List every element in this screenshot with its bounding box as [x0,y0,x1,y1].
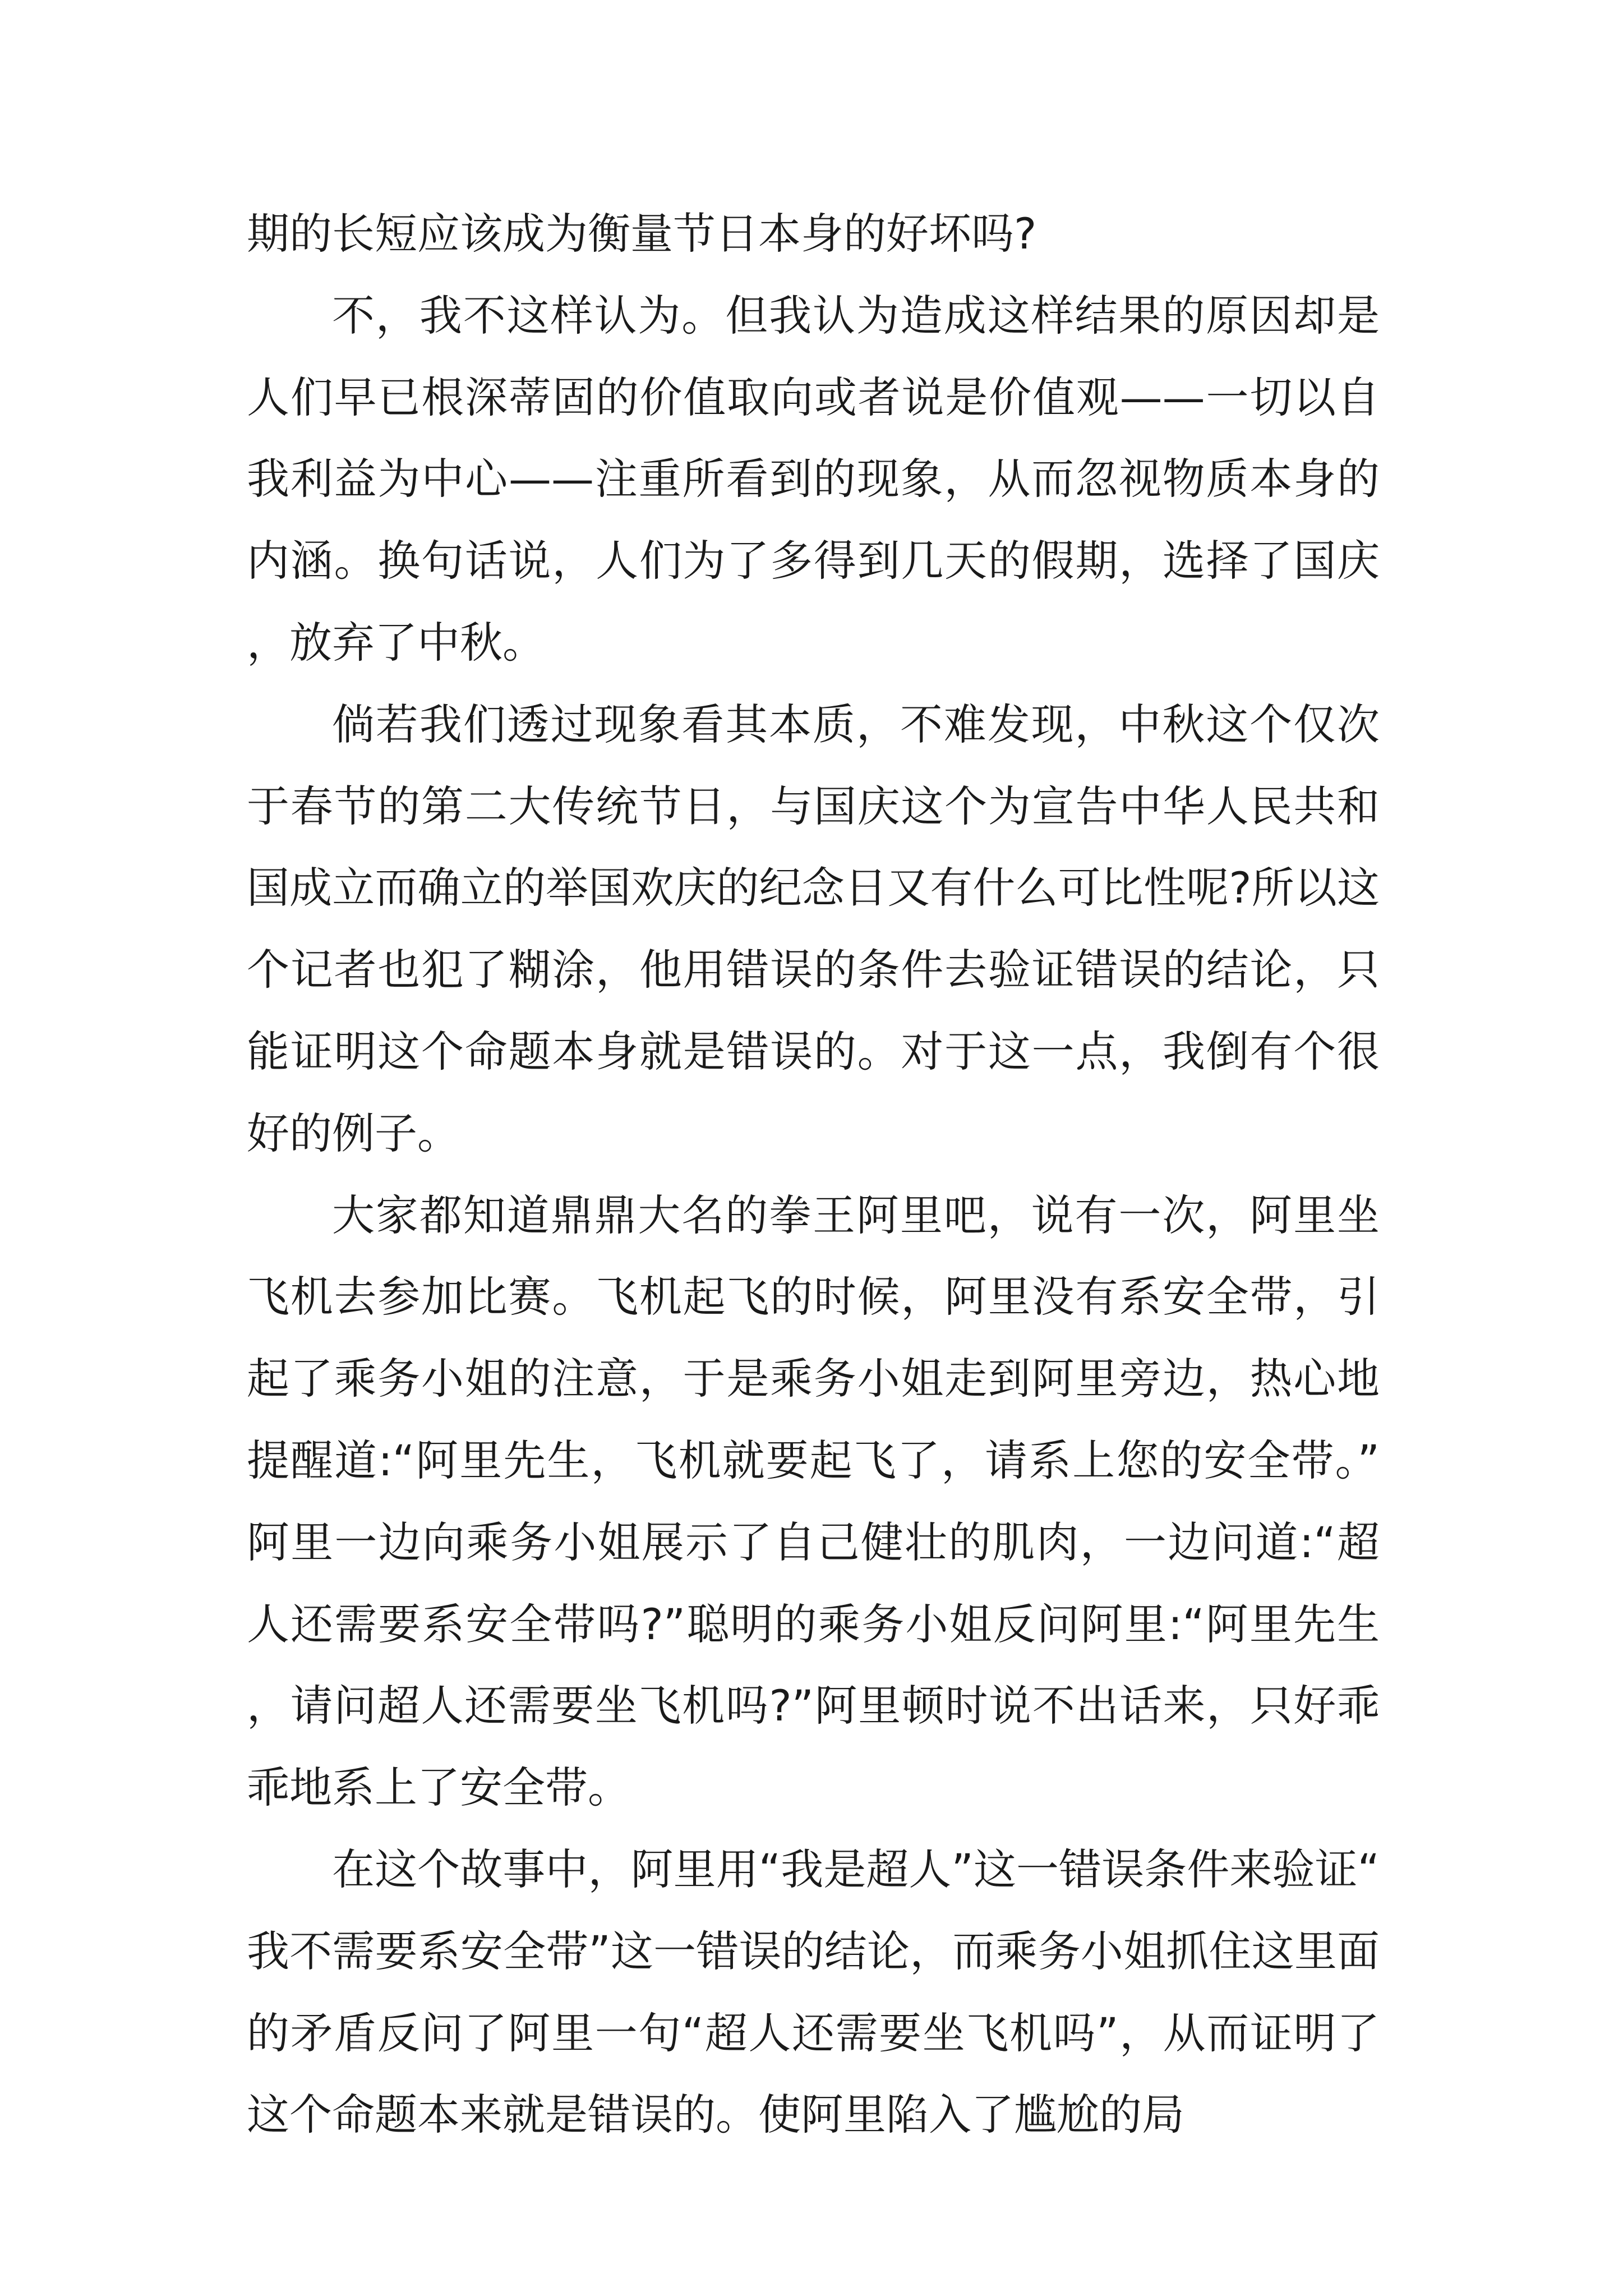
paragraph: 倘若我们透过现象看其本质，不难发现，中秋这个仅次于春节的第二大传统节日，与国庆这个为宣告中华人民共和国成立而确立的举国欢庆的纪念日又有什么可比性呢?所以这个记者也犯了糊涂，他用错误的条件去验证错误的结论，只能证明这个命题本身就是错误的。对于这一点，我倒有个很好的例子。 [247,699,1380,1158]
paragraph: 不，我不这样认为。但我认为造成这样结果的原因却是人们早已根深蒂固的价值取向或者说是价值观——一切以自我利益为中心——注重所看到的现象，从而忽视物质本身的内涵。换句话说，人们为了多得到几天的假期，选择了国庆，放弃了中秋。 [247,290,1380,668]
paragraph: 大家都知道鼎鼎大名的拳王阿里吧，说有一次，阿里坐飞机去参加比赛。飞机起飞的时候，阿里没有系安全带，引起了乘务小姐的注意，于是乘务小姐走到阿里旁边，热心地提醒道:“阿里先生，飞机就要起飞了，请系上您的安全带。”阿里一边向乘务小姐展示了自己健壮的肌肉，一边问道:“超人还需要系安全带吗?”聪明的乘务小姐反问阿里:“阿里先生，请问超人还需要坐飞机吗?”阿里顿时说不出话来，只好乖乖地系上了安全带。 [247,1190,1380,1813]
paragraph-continued: 期的长短应该成为衡量节日本身的好坏吗? [247,209,1037,259]
body-text [247,193,1380,2156]
paragraph: 在这个故事中，阿里用“我是超人”这一错误条件来验证“我不需要系安全带”这一错误的结论，而乘务小姐抓住这里面的矛盾反问了阿里一句“超人还需要坐飞机吗”，从而证明了这个命题本来就是错误的。使阿里陷入了尴尬的局 [247,1844,1380,2140]
